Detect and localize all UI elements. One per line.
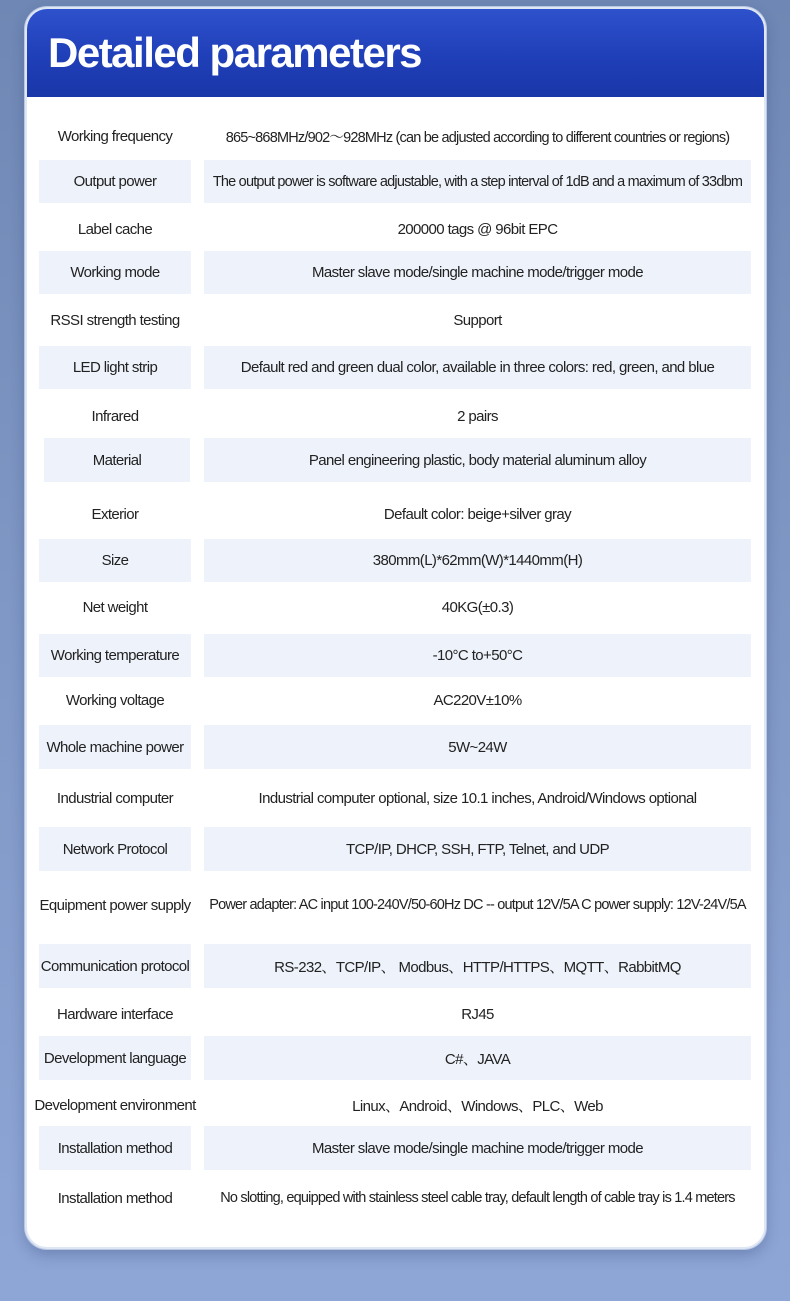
row-label: Communication protocol — [39, 944, 191, 988]
row-label: Installation method — [57, 1189, 173, 1207]
row-label: RSSI strength testing — [50, 311, 180, 329]
row-label: Working voltage — [65, 691, 165, 709]
row-label: Network Protocol — [39, 827, 191, 871]
table-row — [27, 160, 764, 203]
table-row — [27, 682, 764, 718]
row-label: Size — [39, 539, 191, 582]
row-value: 380mm(L)*62mm(W)*1440mm(H) — [204, 539, 751, 582]
table-row — [27, 1036, 764, 1080]
row-value: Master slave mode/single machine mode/trigger mode — [204, 1126, 751, 1170]
page-title: Detailed parameters — [48, 29, 422, 76]
row-label: Material — [44, 438, 190, 482]
row-value: -10°C to+50°C — [204, 634, 751, 677]
table-row — [27, 118, 764, 154]
table-row — [27, 827, 764, 871]
row-value: C#、JAVA — [204, 1036, 751, 1080]
row-value: Default red and green dual color, available in three colors: red, green, and blue — [204, 346, 751, 389]
row-label: Exterior — [91, 505, 139, 523]
row-value: RS-232、TCP/IP、 Modbus、HTTP/HTTPS、MQTT、RabbitMQ — [204, 944, 751, 988]
row-value: 2 pairs — [457, 407, 498, 425]
row-label: Infrared — [91, 407, 139, 425]
row-value: 5W~24W — [204, 725, 751, 769]
table-row — [27, 251, 764, 294]
row-label: Working temperature — [39, 634, 191, 677]
table-row — [27, 211, 764, 247]
row-value: Industrial computer optional, size 10.1 inches, Android/Windows optional — [258, 789, 697, 807]
row-value: Linux、Android、Windows、PLC、Web — [352, 1097, 603, 1115]
row-label: Working frequency — [57, 127, 173, 145]
table-row — [27, 996, 764, 1032]
row-value: Default color: beige+silver gray — [383, 505, 572, 523]
row-label: Industrial computer — [56, 789, 174, 807]
row-value: AC220V±10% — [433, 691, 522, 709]
row-label: Development environment — [34, 1096, 196, 1114]
row-value: 40KG(±0.3) — [441, 598, 514, 616]
row-value: 865~868MHz/902～928MHz (can be adjusted according to different countries or regions) — [225, 129, 730, 146]
table-row — [27, 634, 764, 677]
row-value: TCP/IP, DHCP, SSH, FTP, Telnet, and UDP — [204, 827, 751, 871]
row-label: LED light strip — [39, 346, 191, 389]
table-row — [27, 496, 764, 532]
row-label: Output power — [39, 160, 191, 203]
row-value: Support — [453, 311, 502, 329]
row-label: Hardware interface — [57, 1005, 173, 1023]
row-value: Panel engineering plastic, body material aluminum alloy — [204, 438, 751, 482]
table-row — [27, 302, 764, 338]
row-value: The output power is software adjustable, with a step interval of 1dB and a maximum of 33dbm — [204, 160, 751, 203]
row-label: Installation method — [39, 1126, 191, 1170]
row-value: RJ45 — [461, 1005, 494, 1023]
row-value: Power adapter: AC input 100-240V/50-60Hz DC -- output 12V/5A C power supply: 12V-24V/5A — [209, 897, 746, 913]
row-label: Label cache — [77, 220, 153, 238]
row-label: Equipment power supply — [39, 896, 191, 914]
row-label: Working mode — [39, 251, 191, 294]
row-value: Master slave mode/single machine mode/trigger mode — [204, 251, 751, 294]
row-value: No slotting, equipped with stainless steel cable tray, default length of cable tray is 1.4 meters — [220, 1190, 735, 1206]
row-label: Whole machine power — [39, 725, 191, 769]
table-row — [27, 725, 764, 769]
table-row — [27, 944, 764, 988]
parameters-card — [25, 7, 766, 1249]
table-row — [27, 887, 764, 923]
parameters-table — [27, 9, 764, 1247]
table-row — [27, 438, 764, 482]
table-row — [27, 780, 764, 816]
table-row — [27, 1180, 764, 1216]
table-row — [27, 1087, 764, 1123]
table-row — [27, 398, 764, 434]
table-row — [27, 589, 764, 625]
table-row — [27, 539, 764, 582]
row-value: 200000 tags @ 96bit EPC — [397, 220, 558, 238]
table-row — [27, 346, 764, 389]
row-label: Net weight — [82, 598, 148, 616]
table-row — [27, 1126, 764, 1170]
row-label: Development language — [39, 1036, 191, 1080]
